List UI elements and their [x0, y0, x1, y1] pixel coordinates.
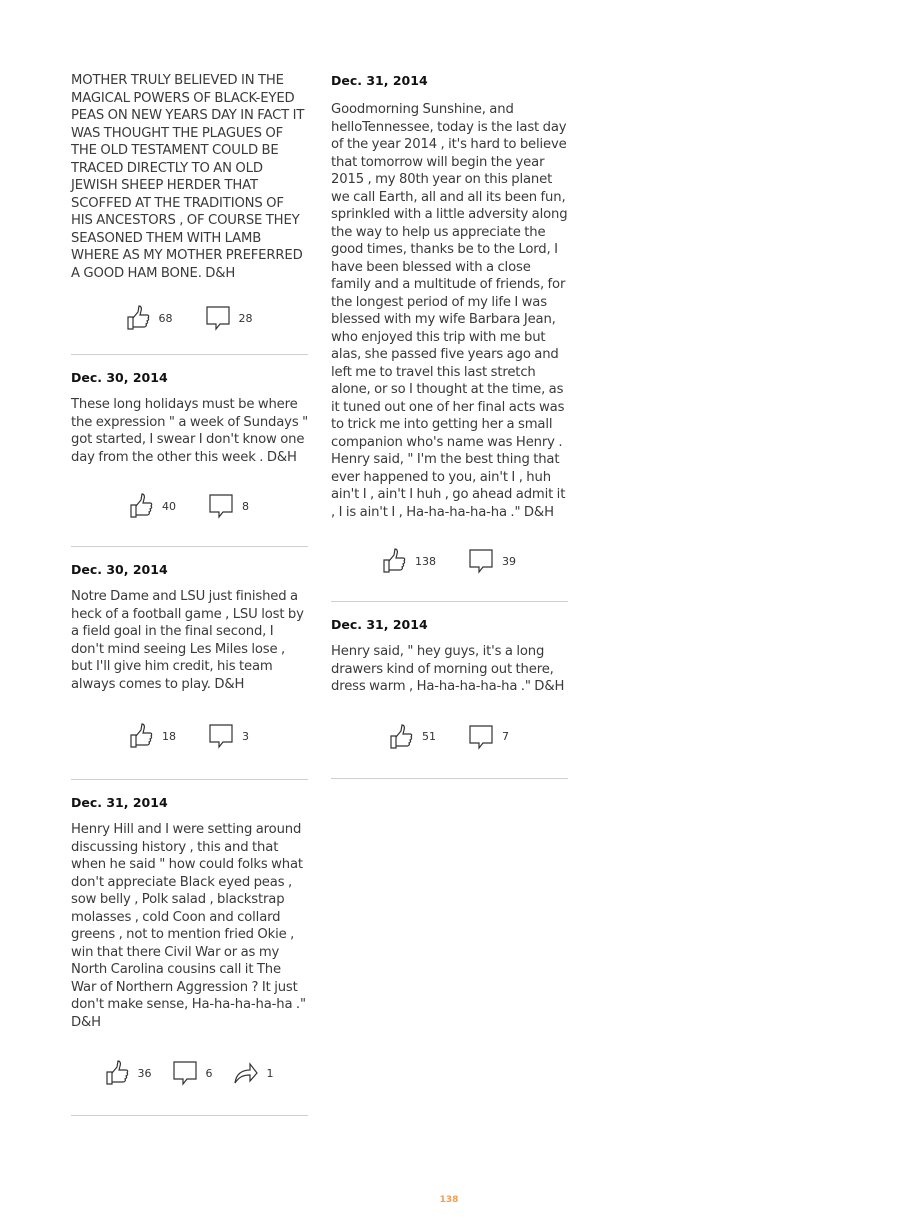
post-text: MOTHER TRULY BELIEVED IN THE MAGICAL POWERS OF BLACK-EYED PEAS ON NEW YEARS DAY IN FACT IT WAS THOUGHT THE PLAGUES OF THE OLD TESTAMENT COULD BE TRACED DIRECTLY TO AN OLD JEWISH SHEEP HERDER THAT SCOFFED AT THE TRADITIONS OF HIS ANCESTORS , OF COURSE THEY SEASONED THEM WITH LAMB WHERE AS MY MOTHER PREFERRED A GOOD HAM BONE. D&H [71, 73, 305, 281]
post [71, 72, 308, 355]
shares-stat [233, 1061, 274, 1085]
post-stats [331, 696, 568, 778]
thumbs-up-icon [390, 724, 414, 750]
thumbs-up-icon [130, 723, 154, 749]
post [71, 780, 308, 1116]
likes-count: 138 [415, 554, 436, 568]
post-stats [331, 521, 568, 601]
comment-bubble-icon [208, 493, 234, 519]
comments-count: 8 [242, 499, 249, 513]
likes-stat [390, 724, 436, 750]
likes-stat [127, 305, 173, 331]
likes-stat [130, 493, 176, 519]
post-date: Dec. 30, 2014 [71, 370, 168, 385]
post-stats [71, 282, 308, 354]
comments-count: 3 [242, 729, 249, 743]
comment-bubble-icon [205, 305, 231, 331]
shares-count: 1 [266, 1066, 274, 1080]
comments-stat [468, 548, 516, 574]
comment-bubble-icon [468, 548, 494, 574]
comment-bubble-icon [208, 723, 234, 749]
post [331, 602, 568, 779]
post-date: Dec. 31, 2014 [71, 795, 168, 810]
comments-stat [208, 493, 249, 519]
likes-count: 18 [162, 729, 176, 743]
post [71, 355, 308, 547]
thumbs-up-icon [383, 548, 407, 574]
page-number: 138 [439, 1195, 459, 1205]
thumbs-up-icon [130, 493, 154, 519]
comments-count: 39 [502, 554, 516, 568]
comments-count: 6 [205, 1066, 213, 1080]
left-column [71, 72, 308, 1116]
post-text: Notre Dame and LSU just finished a heck of a football game , LSU lost by a field goal in the final second, I don't mind seeing Les Miles lose , but I'll give him credit, his team always comes to play. D&H [71, 589, 304, 692]
post-date: Dec. 30, 2014 [71, 562, 168, 577]
post-stats [71, 693, 308, 779]
likes-count: 51 [422, 730, 436, 743]
comments-stat [468, 724, 509, 750]
post-date: Dec. 31, 2014 [331, 73, 428, 88]
post-text: Henry said, " hey guys, it's a long drawers kind of morning out there, dress warm , Ha-ha-ha-ha-ha ." D&H [331, 644, 565, 694]
thumbs-up-icon [127, 305, 151, 331]
post-text: Goodmorning Sunshine, and helloTennessee, today is the last day of the year 2014 , it's hard to believe that tomorrow will begin the year 2015 , my 80th year on this planet we call Earth, all and all its been fun, sprinkled with a little adversity along the way to help us appreciate the good times, thanks be to the Lord, I have been blessed with a close family and a multitude of friends, for the longest period of my life I was blessed with my wife Barbara Jean, who enjoyed this trip with me but alas, she passed five years ago and left me to travel this last stretch alone, or so I thought at the time, as it tuned out one of her final acts was to trick me into getting her a small companion who's name was Henry . Henry said, " I'm the best thing that ever happened to you, ain't I , huh ain't I , ain't I huh , go ahead admit it , I is ain't I , Ha-ha-ha-ha-ha ." D&H [331, 102, 568, 520]
likes-count: 36 [137, 1066, 152, 1080]
comments-count: 28 [238, 311, 253, 325]
post-stats [71, 1031, 308, 1115]
post-text: Henry Hill and I were setting around discussing history , this and that when he said " how could folks what don't appreciate Black eyed peas , sow belly , Polk salad , blackstrap molasses , cold Coon and collard greens , not to mention fried Okie , win that there Civil War or as my North Carolina cousins call it The War of Northern Aggression ? It just don't make sense, Ha-ha-ha-ha-ha ." D&H [71, 822, 306, 1030]
thumbs-up-icon [106, 1060, 130, 1086]
post-text: These long holidays must be where the expression " a week of Sundays " got started, I swear I don't know one day from the other this week . D&H [71, 397, 309, 465]
right-column [331, 72, 568, 779]
post-stats [71, 466, 308, 546]
comments-stat [208, 723, 249, 749]
likes-stat [383, 548, 436, 574]
likes-count: 68 [158, 311, 173, 325]
post [331, 72, 568, 602]
comment-bubble-icon [468, 724, 494, 750]
likes-stat [106, 1060, 152, 1086]
post [71, 547, 308, 780]
likes-stat [130, 723, 176, 749]
comments-stat [172, 1060, 213, 1086]
comments-count: 7 [502, 730, 509, 743]
comment-bubble-icon [172, 1060, 198, 1086]
comments-stat [205, 305, 253, 331]
share-arrow-icon [233, 1061, 259, 1085]
likes-count: 40 [162, 499, 176, 513]
post-date: Dec. 31, 2014 [331, 617, 428, 632]
